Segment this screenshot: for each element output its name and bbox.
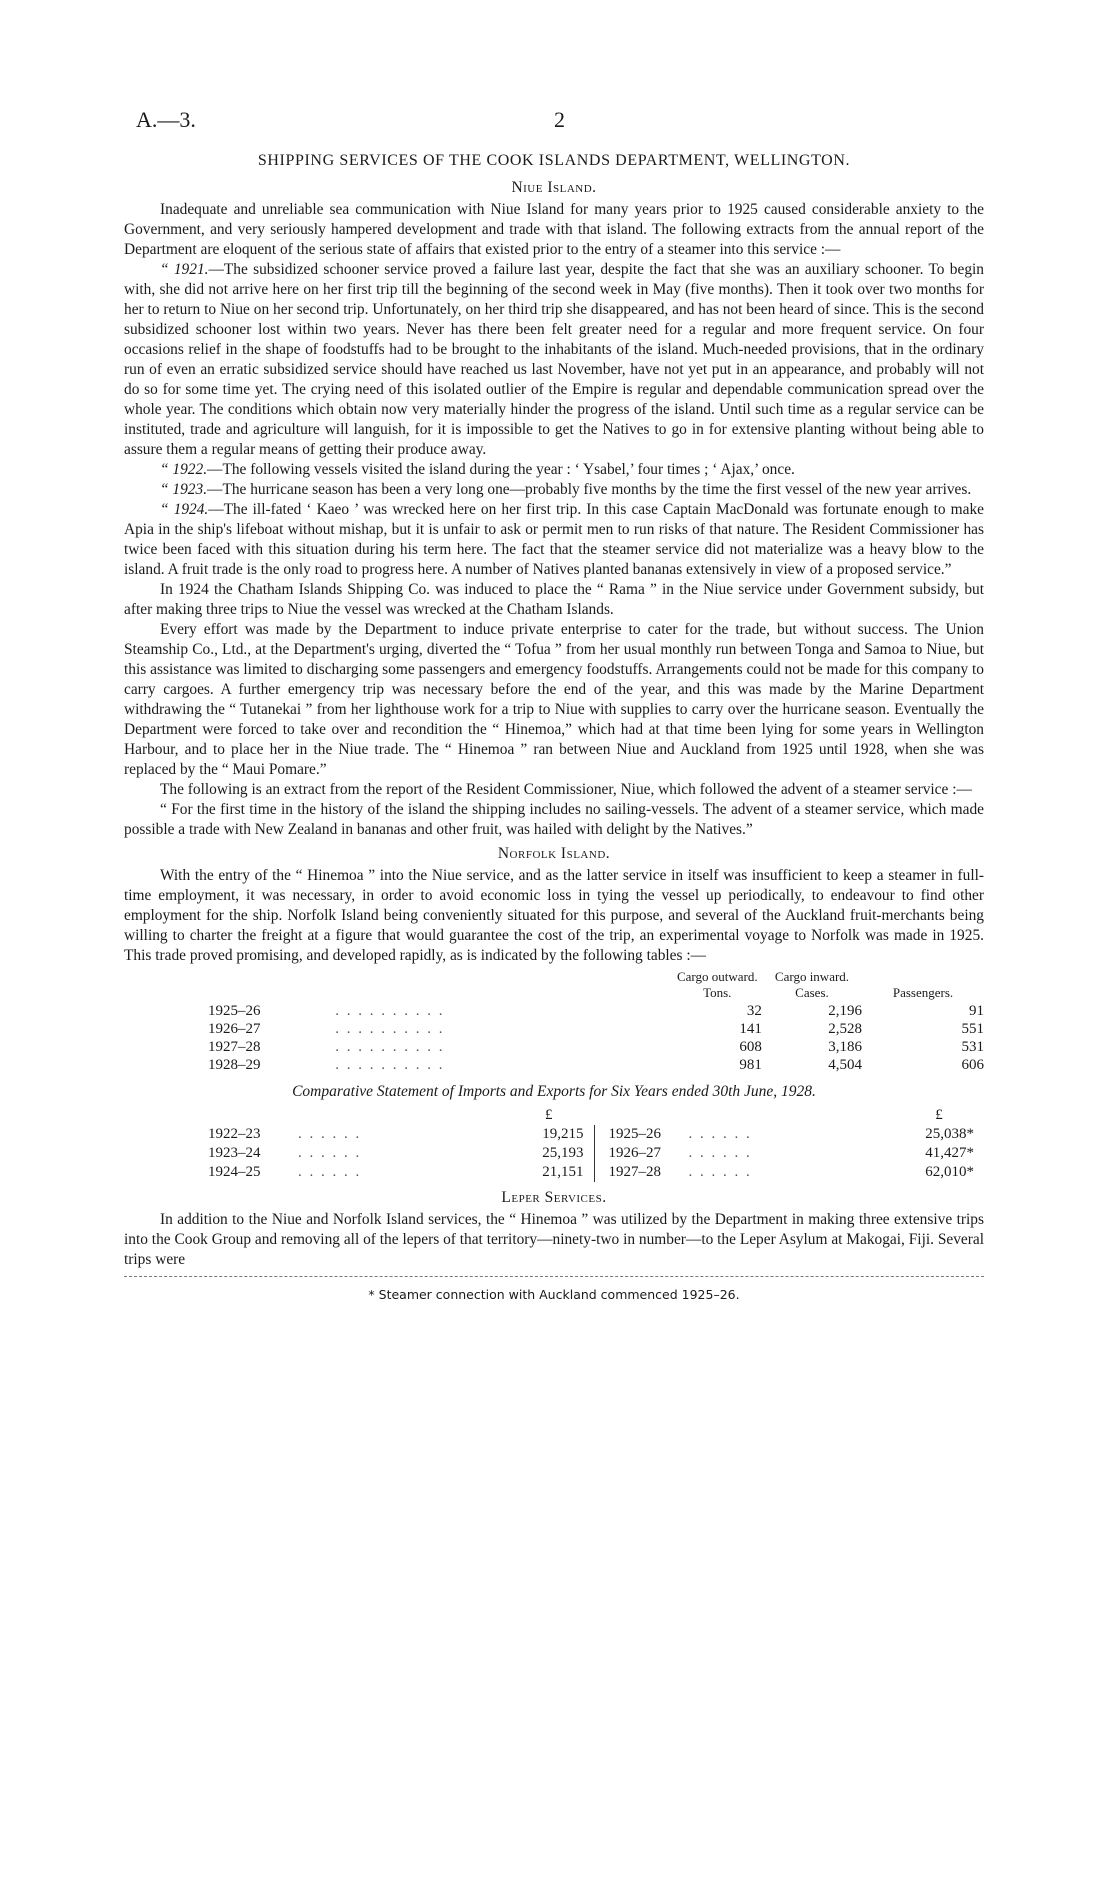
quote-text: —The hurricane season has been a very long one—probably five months by the time the first vessel of the new year arrives. (207, 481, 972, 498)
paragraph: The following is an extract from the report of the Resident Commissioner, Niue, which followed the advent of a steamer service :— (160, 781, 972, 798)
quote-1923 (124, 480, 984, 500)
quote-year: “ 1921. (160, 261, 209, 278)
comparative-statement-table (124, 1106, 984, 1182)
leader-dots: . . . . . . (688, 1164, 752, 1180)
quote-year: “ 1924. (160, 501, 209, 518)
amount: 41,427* (925, 1145, 974, 1161)
cargo-outward: 608 (739, 1039, 762, 1055)
leader-dots: . . . . . . . . . . (335, 1039, 445, 1055)
column-header: Cargo outward. Tons. (676, 969, 758, 1000)
amount: 21,151 (542, 1164, 584, 1180)
leader-dots: . . . . . . (688, 1126, 752, 1142)
paragraph: In addition to the Niue and Norfolk Island services, the “ Hinemoa ” was utilized by the Department in making three extensive trips into the Cook Group and removing all of the lepers of that territory—ninety-two in number—to the Leper Asylum at Makogai, Fiji. Several trips were (124, 1211, 984, 1268)
amount: 25,038* (925, 1126, 974, 1142)
amount: 19,215 (542, 1126, 584, 1142)
leader-dots: . . . . . . (298, 1145, 362, 1161)
quote-1922 (124, 460, 984, 480)
row-year: 1927–28 (594, 1163, 689, 1182)
amount: 62,010* (925, 1164, 974, 1180)
table-row (124, 1020, 984, 1038)
section-heading-leper: Leper Services. (501, 1189, 607, 1206)
page-title: SHIPPING SERVICES OF THE COOK ISLANDS DEPARTMENT, WELLINGTON. (257, 152, 851, 169)
currency-symbol: £ (935, 1107, 943, 1123)
cargo-outward: 141 (739, 1021, 762, 1037)
document-body (124, 150, 984, 1305)
table-row (124, 1038, 984, 1056)
table-row (124, 1144, 984, 1163)
quote-text: —The ill-fated ‘ Kaeo ’ was wrecked here on her first trip. In this case Captain MacDonald was fortunate enough to make Apia in the ship's lifeboat without mishap, but it is unfair to ask or permit men to run risks of that nature. The Resident Commissioner has twice been faced with this situation during his term here. The fact that the steamer service did not materialize was a heavy blow to the island. A fruit trade is the only road to progress here. A number of Natives planted bananas extensively in view of a proposed service.” (124, 501, 984, 578)
quote-1924 (124, 500, 984, 580)
quote-text: —The following vessels visited the island during the year : ‘ Ysabel,’ four times ; ‘ Ajax,’ once. (207, 461, 795, 478)
cargo-inward: 3,186 (828, 1039, 863, 1055)
quote-text: —The subsidized schooner service proved a failure last year, despite the fact that she was an auxiliary schooner. To begin with, she did not arrive here on her first trip till the beginning of the second week in May (five months). Then it took over two months for her to return to Niue on her second trip. Unfortunately, on her third trip she disappeared, and has not been heard of since. This is the second subsidized schooner lost within two years. Never has there been felt greater need for a regular and more frequent service. On four occasions relief in the shape of foodstuffs had to be brought to the inhabitants of the island. Much-needed provisions, that in the ordinary run of even an erratic subsidized service should have reached us last November, have not yet put in an appearance, and probably will not do so for some time yet. The crying need of this isolated outlier of the Empire is regular and dependable communication spread over the whole year. The conditions which obtain now very materially hinder the progress of the island. Until such time as a regular service can be instituted, trade and agriculture will languish, for it is impossible to get the Natives to go in for extensive planting without being able to assure them a regular means of getting their produce away. (124, 261, 984, 458)
passengers: 91 (969, 1003, 984, 1019)
section-heading-norfolk: Norfolk Island. (497, 845, 611, 862)
row-year: 1926–27 (208, 1021, 261, 1037)
footnote-divider (124, 1276, 984, 1277)
paragraph: With the entry of the “ Hinemoa ” into the Niue service, and as the latter service in itself was insufficient to keep a steamer in full-time employment, it was necessary, in order to avoid economic loss in tying the vessel up periodically, to endeavour to find other employment for the ship. Norfolk Island being conveniently situated for this purpose, and several of the Auckland fruit-merchants being willing to charter the freight at a figure that would guarantee the cost of the trip, an experimental voyage to Norfolk was made in 1925. This trade proved promising, and developed rapidly, as is indicated by the following tables :— (124, 867, 984, 964)
row-year: 1923–24 (208, 1145, 261, 1161)
currency-symbol: £ (545, 1107, 553, 1123)
cargo-outward: 981 (739, 1057, 762, 1073)
leader-dots: . . . . . . (298, 1126, 362, 1142)
cargo-outward: 32 (746, 1003, 762, 1019)
paragraph: In 1924 the Chatham Islands Shipping Co. was induced to place the “ Rama ” in the Niue service under Government subsidy, but after making three trips to Niue the vessel was wrecked at the Chatham Islands. (124, 581, 984, 618)
quote-year: “ 1923. (160, 481, 208, 498)
table-header-row (124, 968, 984, 1002)
paragraph: “ For the first time in the history of the island the shipping includes no sailing-vessels. The advent of a steamer service, which made possible a trade with New Zealand in bananas and other fruit, was hailed with delight by the Natives.” (124, 801, 984, 838)
footnote: * Steamer connection with Auckland commenced 1925–26. (368, 1287, 740, 1302)
amount: 25,193 (542, 1145, 584, 1161)
passengers: 551 (961, 1021, 984, 1037)
passengers: 531 (961, 1039, 984, 1055)
column-header: Passengers. (892, 985, 954, 1000)
row-year: 1922–23 (208, 1126, 261, 1142)
row-year: 1927–28 (208, 1039, 261, 1055)
quote-year: “ 1922. (160, 461, 208, 478)
table-row (124, 1002, 984, 1020)
leader-dots: . . . . . . (298, 1164, 362, 1180)
section-heading-niue: Niue Island. (511, 179, 597, 196)
row-year: 1924–25 (208, 1164, 261, 1180)
passengers: 606 (961, 1057, 984, 1073)
row-year: 1925–26 (208, 1003, 261, 1019)
leader-dots: . . . . . . . . . . (335, 1057, 445, 1073)
cargo-inward: 4,504 (828, 1057, 863, 1073)
table-row (124, 1056, 984, 1074)
leader-dots: . . . . . . . . . . (335, 1003, 445, 1019)
leader-dots: . . . . . . (688, 1145, 752, 1161)
currency-row (124, 1106, 984, 1125)
row-year: 1925–26 (594, 1125, 689, 1144)
comparative-statement-title: Comparative Statement of Imports and Exports for Six Years ended 30th June, 1928. (292, 1083, 816, 1100)
cargo-table (124, 968, 984, 1074)
paragraph: Inadequate and unreliable sea communication with Niue Island for many years prior to 1925 caused considerable anxiety to the Government, and very seriously hampered development and trade with that island. The following extracts from the annual report of the Department are eloquent of the serious state of affairs that existed prior to the entry of a steamer into this service :— (124, 201, 984, 258)
column-header: Cargo inward. Cases. (774, 969, 850, 1000)
row-year: 1928–29 (208, 1057, 261, 1073)
paragraph: Every effort was made by the Department to induce private enterprise to cater for the trade, but without success. The Union Steamship Co., Ltd., at the Department's urging, diverted the “ Tofua ” from her usual monthly run between Tonga and Samoa to Niue, but this assistance was limited to discharging some passengers and emergency foodstuffs. Arrangements could not be made for this company to carry cargoes. A further emergency trip was necessary before the end of the year, and this was made by the Marine Department withdrawing the “ Tutanekai ” from her lighthouse work for a trip to Niue with supplies to carry over the hurricane season. Eventually the Department were forced to take over and recondition the “ Hinemoa,” which had at that time been lying for some years in Wellington Harbour, and to place her in the Niue trade. The “ Hinemoa ” ran between Niue and Auckland from 1925 until 1928, when she was replaced by the “ Maui Pomare.” (124, 621, 984, 778)
document-reference: A.—3. (136, 107, 196, 132)
leader-dots: . . . . . . . . . . (335, 1021, 445, 1037)
table-row (124, 1163, 984, 1182)
quote-1921 (124, 260, 984, 460)
page-number: 2 (554, 107, 565, 132)
row-year: 1926–27 (594, 1144, 689, 1163)
page-header (124, 107, 984, 137)
table-row (124, 1125, 984, 1144)
cargo-inward: 2,196 (828, 1003, 863, 1019)
cargo-inward: 2,528 (828, 1021, 863, 1037)
